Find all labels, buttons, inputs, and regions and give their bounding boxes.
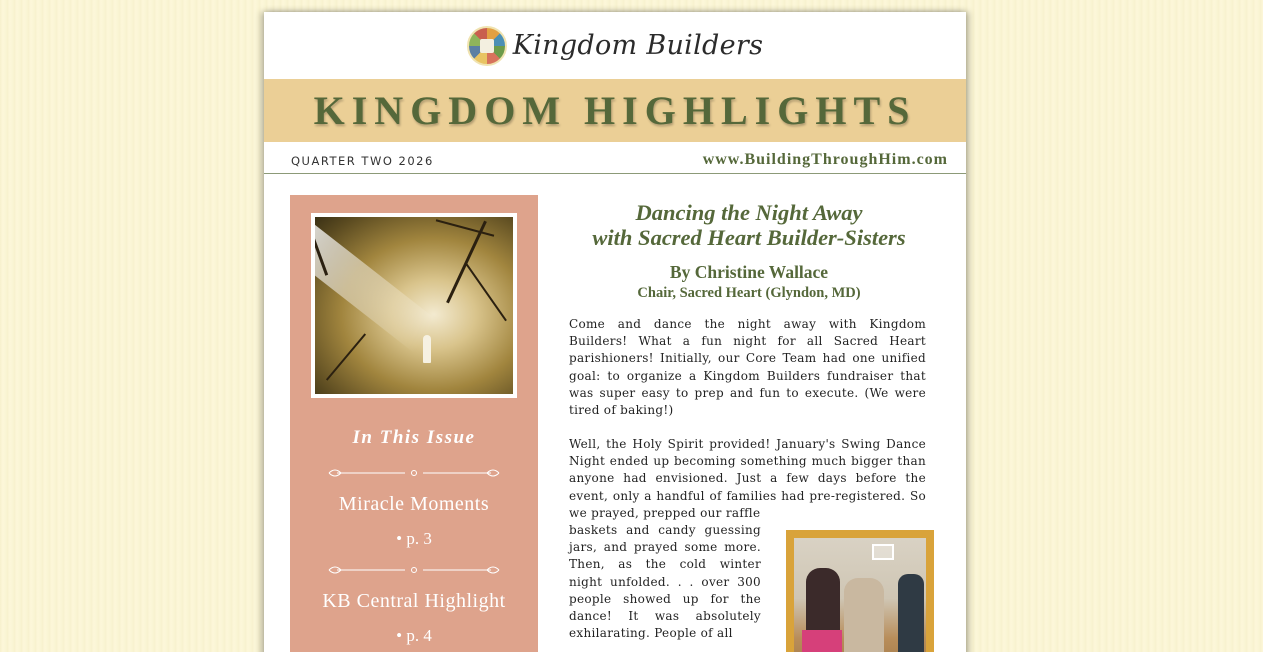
stained-glass-cross-icon <box>467 26 507 66</box>
article-paragraph-1: Come and dance the night away with Kingdom Builders! What a fun night for all Sacred Heart parishioners! Initially, our Core Team had one unified goal: to organize a Kingdom Builders fundraiser that was super easy to prep and fun to execute. (We were tired of baking!) <box>569 317 926 418</box>
toc-page-miracle-moments: • p. 3 <box>396 529 432 548</box>
logo-row <box>264 12 966 79</box>
article-title-line1: Dancing the Night Away <box>635 200 863 225</box>
logo-text: Kingdom Builders <box>512 30 764 61</box>
issue-info-row <box>264 150 966 174</box>
banner-title: KINGDOM HIGHLIGHTS <box>313 88 917 133</box>
article-title-line2: with Sacred Heart Builder-Sisters <box>592 225 906 250</box>
article-title <box>554 200 944 250</box>
website-link[interactable]: www.BuildingThroughHim.com <box>702 151 948 168</box>
article-paragraph-2: Well, the Holy Spirit provided! January's Swing Dance Night ended up becoming something much bigger than anyone had envisioned. Just a few days before the event, only a handful of families had pre-registered. So we prayed, prepped our raffle <box>569 437 926 520</box>
ornament-divider <box>327 466 501 480</box>
dance-photo-frame <box>786 530 934 652</box>
toc-page-kb-central: • p. 4 <box>396 626 432 645</box>
forest-light-photo <box>315 217 513 394</box>
author-role: Chair, Sacred Heart (Glyndon, MD) <box>637 285 861 301</box>
article-paragraph-3: baskets and candy guessing jars, and prayed some more. Then, as the cold winter night unfolded. . . over 300 people showed up for the dance! It was absolutely exhilarating. People of all <box>569 523 761 641</box>
swing-dance-photo <box>794 538 926 652</box>
newsletter-page <box>264 12 966 652</box>
toc-item-miracle-moments[interactable]: Miracle Moments <box>338 493 490 515</box>
toc-item-kb-central[interactable]: KB Central Highlight <box>322 590 506 612</box>
issue-quarter: QUARTER TWO 2026 <box>291 154 434 168</box>
sidebar-photo-frame <box>311 213 517 398</box>
sidebar <box>290 195 538 652</box>
ornament-divider <box>327 563 501 577</box>
in-this-issue-heading: In This Issue <box>352 427 476 448</box>
masthead-banner <box>264 79 966 142</box>
article-byline: By Christine Wallace <box>669 262 829 282</box>
